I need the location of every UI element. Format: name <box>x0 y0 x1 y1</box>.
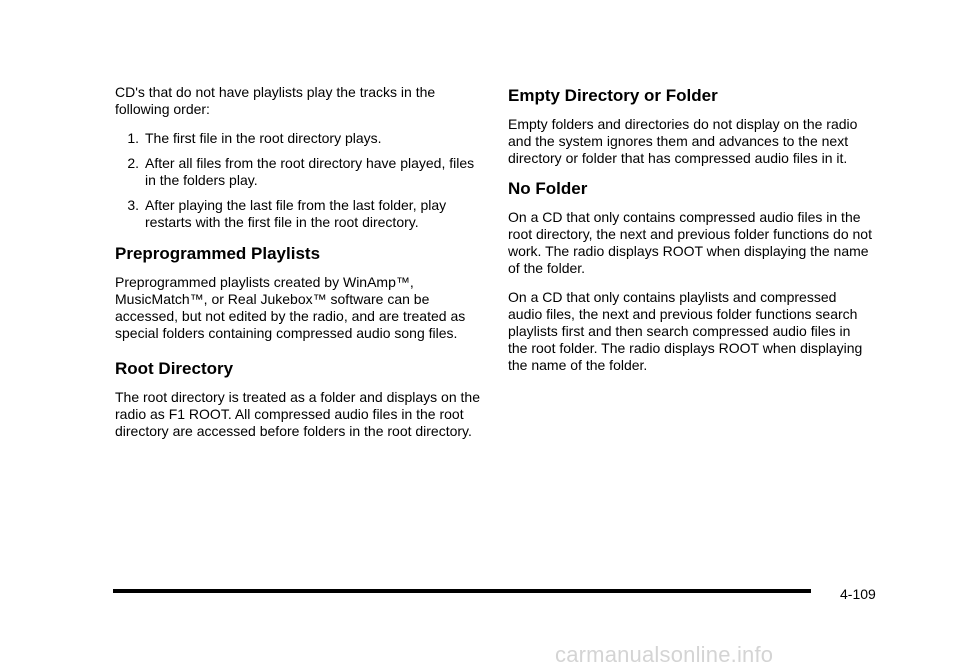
list-text: After all files from the root directory have played, files in the folders play. <box>145 155 475 188</box>
list-text: After playing the last file from the last folder, play restarts with the first file in the root directory. <box>145 197 447 230</box>
empty-directory-heading: Empty Directory or Folder <box>508 86 718 105</box>
footer-rule <box>113 589 811 593</box>
watermark-text: carmanualsonline.info <box>555 642 774 667</box>
list-item <box>115 197 480 231</box>
page-number: 4-109 <box>840 586 876 602</box>
preprogrammed-playlists-heading: Preprogrammed Playlists <box>115 244 321 263</box>
list-number: 2. <box>127 155 139 171</box>
list-number: 3. <box>127 197 139 213</box>
empty-directory-paragraph: Empty folders and directories do not display on the radio and the system ignores them and advances to the next directory or folder that has compressed audio files in it. <box>508 116 858 166</box>
no-folder-paragraph-1: On a CD that only contains compressed audio files in the root directory, the next and previous folder functions do not work. The radio displays ROOT when displaying the name of the folder. <box>508 209 872 276</box>
list-item <box>115 155 480 189</box>
root-directory-paragraph: The root directory is treated as a folder and displays on the radio as F1 ROOT. All compressed audio files in the root directory are accessed before folders in the root directory. <box>115 389 480 439</box>
root-directory-heading: Root Directory <box>115 359 234 378</box>
left-column <box>115 84 480 452</box>
no-folder-paragraph-2: On a CD that only contains playlists and compressed audio files, the next and previous folder functions search playlists first and then search compressed audio files in the root folder. The radio displays ROOT when displaying the name of the folder. <box>508 289 863 373</box>
list-item <box>115 130 480 147</box>
no-folder-heading: No Folder <box>508 179 588 198</box>
play-order-list <box>115 130 480 231</box>
list-text: The first file in the root directory plays. <box>145 130 382 146</box>
preprogrammed-playlists-paragraph: Preprogrammed playlists created by WinAmp™, MusicMatch™, or Real Jukebox™ software can be accessed, but not edited by the radio, and are treated as special folders containing compressed audio song files. <box>115 274 466 341</box>
right-column <box>508 86 873 386</box>
intro-paragraph: CD's that do not have playlists play the tracks in the following order: <box>115 84 436 117</box>
list-number: 1. <box>127 130 139 146</box>
